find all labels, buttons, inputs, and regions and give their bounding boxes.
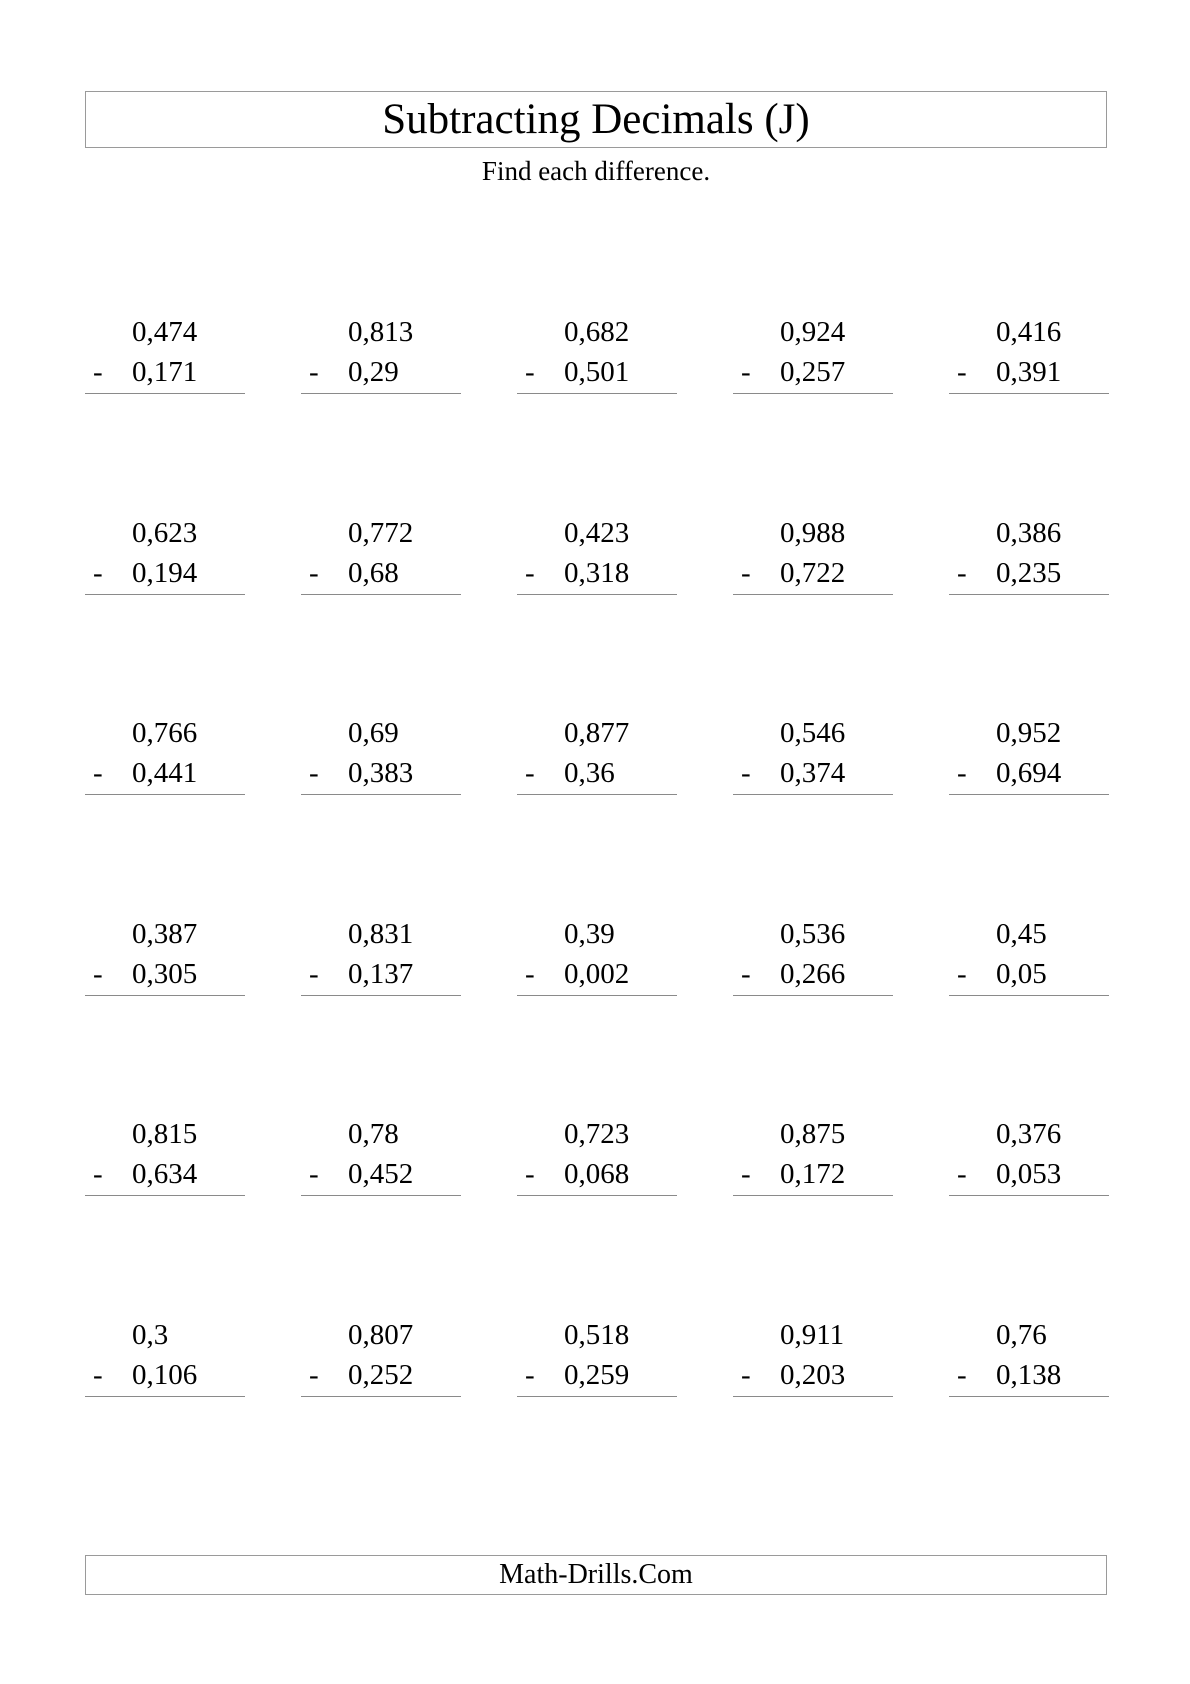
- minus-sign: -: [309, 1359, 319, 1391]
- minuend: 0,416: [996, 316, 1062, 348]
- minuend: 0,386: [996, 517, 1062, 549]
- subtrahend: 0,441: [132, 757, 198, 789]
- minus-sign: -: [741, 557, 751, 589]
- answer-line: [733, 1195, 893, 1196]
- minus-sign: -: [741, 356, 751, 388]
- minuend: 0,952: [996, 717, 1062, 749]
- problem-item: [733, 1315, 893, 1409]
- subtrahend: 0,722: [780, 557, 846, 589]
- minus-sign: -: [309, 958, 319, 990]
- problem-item: [517, 1315, 677, 1409]
- minuend: 0,807: [348, 1319, 414, 1351]
- minuend: 0,623: [132, 517, 198, 549]
- minus-sign: -: [309, 557, 319, 589]
- answer-line: [517, 794, 677, 795]
- answer-line: [733, 393, 893, 394]
- minuend: 0,813: [348, 316, 414, 348]
- answer-line: [85, 1195, 245, 1196]
- answer-line: [517, 1396, 677, 1397]
- answer-line: [85, 594, 245, 595]
- minuend: 0,723: [564, 1118, 630, 1150]
- minus-sign: -: [525, 356, 535, 388]
- minuend: 0,376: [996, 1118, 1062, 1150]
- minuend: 0,766: [132, 717, 198, 749]
- answer-line: [733, 594, 893, 595]
- minus-sign: -: [957, 958, 967, 990]
- footer-text: Math-Drills.Com: [499, 1559, 693, 1590]
- footer-box: [85, 1555, 1107, 1595]
- answer-line: [949, 393, 1109, 394]
- problem-item: [517, 1114, 677, 1208]
- subtrahend: 0,171: [132, 356, 198, 388]
- problem-item: [301, 914, 461, 1008]
- minus-sign: -: [93, 1158, 103, 1190]
- answer-line: [949, 1195, 1109, 1196]
- subtrahend: 0,053: [996, 1158, 1062, 1190]
- problem-item: [733, 1114, 893, 1208]
- minuend: 0,3: [132, 1319, 169, 1351]
- minus-sign: -: [957, 1158, 967, 1190]
- minuend: 0,518: [564, 1319, 630, 1351]
- subtrahend: 0,235: [996, 557, 1062, 589]
- subtrahend: 0,501: [564, 356, 630, 388]
- minus-sign: -: [93, 958, 103, 990]
- problem-item: [949, 914, 1109, 1008]
- subtrahend: 0,266: [780, 958, 846, 990]
- minuend: 0,815: [132, 1118, 198, 1150]
- problem-item: [949, 513, 1109, 607]
- answer-line: [301, 995, 461, 996]
- minuend: 0,877: [564, 717, 630, 749]
- answer-line: [85, 1396, 245, 1397]
- minuend: 0,911: [780, 1319, 845, 1351]
- subtrahend: 0,194: [132, 557, 198, 589]
- minus-sign: -: [525, 1158, 535, 1190]
- problem-item: [517, 713, 677, 807]
- minuend: 0,474: [132, 316, 198, 348]
- minus-sign: -: [309, 356, 319, 388]
- subtrahend: 0,694: [996, 757, 1062, 789]
- minuend: 0,546: [780, 717, 846, 749]
- problem-item: [85, 513, 245, 607]
- subtrahend: 0,318: [564, 557, 630, 589]
- minuend: 0,45: [996, 918, 1047, 950]
- subtrahend: 0,068: [564, 1158, 630, 1190]
- minus-sign: -: [93, 557, 103, 589]
- subtrahend: 0,259: [564, 1359, 630, 1391]
- minuend: 0,682: [564, 316, 630, 348]
- minus-sign: -: [309, 757, 319, 789]
- problem-item: [733, 312, 893, 406]
- problem-item: [949, 312, 1109, 406]
- subtrahend: 0,137: [348, 958, 414, 990]
- subtrahend: 0,36: [564, 757, 615, 789]
- subtrahend: 0,374: [780, 757, 846, 789]
- problem-item: [85, 312, 245, 406]
- minus-sign: -: [741, 757, 751, 789]
- subtrahend: 0,252: [348, 1359, 414, 1391]
- minus-sign: -: [741, 958, 751, 990]
- problem-item: [301, 713, 461, 807]
- problem-item: [85, 1114, 245, 1208]
- minus-sign: -: [93, 757, 103, 789]
- answer-line: [301, 1195, 461, 1196]
- minuend: 0,69: [348, 717, 399, 749]
- minus-sign: -: [525, 557, 535, 589]
- minuend: 0,988: [780, 517, 846, 549]
- subtrahend: 0,68: [348, 557, 399, 589]
- problem-item: [85, 914, 245, 1008]
- answer-line: [733, 1396, 893, 1397]
- minus-sign: -: [93, 1359, 103, 1391]
- answer-line: [517, 1195, 677, 1196]
- answer-line: [301, 1396, 461, 1397]
- minuend: 0,831: [348, 918, 414, 950]
- instructions: Find each difference.: [481, 156, 711, 186]
- minus-sign: -: [525, 757, 535, 789]
- problem-item: [733, 914, 893, 1008]
- problem-item: [949, 1114, 1109, 1208]
- minus-sign: -: [741, 1359, 751, 1391]
- problem-item: [301, 513, 461, 607]
- answer-line: [517, 393, 677, 394]
- answer-line: [301, 594, 461, 595]
- problem-item: [733, 513, 893, 607]
- problem-item: [301, 1114, 461, 1208]
- problem-item: [85, 1315, 245, 1409]
- subtrahend: 0,391: [996, 356, 1062, 388]
- problem-item: [517, 914, 677, 1008]
- page-title: Subtracting Decimals (J): [382, 96, 810, 143]
- problem-item: [949, 713, 1109, 807]
- minus-sign: -: [957, 757, 967, 789]
- minuend: 0,423: [564, 517, 630, 549]
- minus-sign: -: [957, 557, 967, 589]
- answer-line: [301, 393, 461, 394]
- minus-sign: -: [309, 1158, 319, 1190]
- minus-sign: -: [525, 958, 535, 990]
- problem-item: [301, 312, 461, 406]
- minus-sign: -: [957, 356, 967, 388]
- minuend: 0,536: [780, 918, 846, 950]
- answer-line: [733, 995, 893, 996]
- answer-line: [517, 594, 677, 595]
- answer-line: [85, 794, 245, 795]
- answer-line: [949, 794, 1109, 795]
- subtrahend: 0,383: [348, 757, 414, 789]
- answer-line: [949, 1396, 1109, 1397]
- minus-sign: -: [93, 356, 103, 388]
- minuend: 0,772: [348, 517, 414, 549]
- subtrahend: 0,305: [132, 958, 198, 990]
- minuend: 0,875: [780, 1118, 846, 1150]
- problem-item: [301, 1315, 461, 1409]
- minus-sign: -: [957, 1359, 967, 1391]
- minuend: 0,387: [132, 918, 198, 950]
- minus-sign: -: [741, 1158, 751, 1190]
- subtrahend: 0,172: [780, 1158, 846, 1190]
- subtrahend: 0,634: [132, 1158, 198, 1190]
- subtrahend: 0,452: [348, 1158, 414, 1190]
- problem-item: [517, 312, 677, 406]
- problem-item: [517, 513, 677, 607]
- subtrahend: 0,257: [780, 356, 846, 388]
- answer-line: [85, 393, 245, 394]
- subtrahend: 0,106: [132, 1359, 198, 1391]
- subtrahend: 0,002: [564, 958, 630, 990]
- problem-item: [733, 713, 893, 807]
- subtrahend: 0,29: [348, 356, 399, 388]
- subtrahend: 0,138: [996, 1359, 1062, 1391]
- minuend: 0,924: [780, 316, 846, 348]
- minuend: 0,76: [996, 1319, 1047, 1351]
- answer-line: [301, 794, 461, 795]
- subtrahend: 0,05: [996, 958, 1047, 990]
- minuend: 0,39: [564, 918, 615, 950]
- answer-line: [85, 995, 245, 996]
- problem-item: [949, 1315, 1109, 1409]
- problem-item: [85, 713, 245, 807]
- title-box: [85, 91, 1107, 148]
- answer-line: [733, 794, 893, 795]
- answer-line: [949, 594, 1109, 595]
- subtrahend: 0,203: [780, 1359, 846, 1391]
- minus-sign: -: [525, 1359, 535, 1391]
- minuend: 0,78: [348, 1118, 399, 1150]
- answer-line: [517, 995, 677, 996]
- answer-line: [949, 995, 1109, 996]
